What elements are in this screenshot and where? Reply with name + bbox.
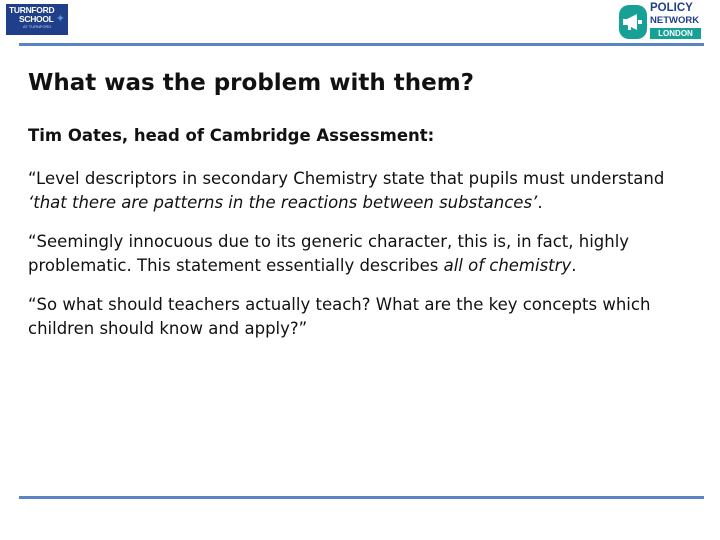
footer-divider: [19, 496, 704, 499]
logo-text-policy: POLICY: [650, 2, 693, 14]
logo-text-london: LONDON: [650, 28, 701, 39]
logo-text-school: SCHOOL: [19, 14, 54, 24]
quote-attribution: Tim Oates, head of Cambridge Assessment:: [28, 126, 435, 145]
quote-paragraph-1-italic: ‘that there are patterns in the reactions between substances’: [28, 193, 538, 212]
policy-network-logo: [619, 2, 706, 42]
megaphone-icon: [619, 5, 647, 39]
slide-content: [28, 66, 700, 341]
slide-title: What was the problem with them?: [28, 70, 475, 96]
turnford-school-logo: [6, 4, 68, 35]
quote-paragraph-1-end: .: [537, 193, 543, 212]
quote-paragraph-2: [28, 230, 700, 278]
logo-text-turnford: TURNFORD: [9, 5, 55, 15]
logo-text-tagline: AT TURNFORD: [23, 24, 52, 29]
quote-paragraph-3: “So what should teachers actually teach? What are the key concepts which children should know and apply?”: [28, 295, 651, 338]
quote-paragraph-2-italic: all of chemistry: [443, 256, 572, 275]
header-divider: [19, 43, 704, 46]
quote-paragraph-1-text: “Level descriptors in secondary Chemistry state that pupils must understand: [28, 169, 665, 188]
quote-paragraph-2-end: .: [571, 256, 577, 275]
star-icon: ✦: [55, 13, 65, 25]
logo-text-network: NETWORK: [650, 15, 700, 26]
quote-paragraph-1: [28, 167, 700, 215]
quote-paragraph-2-text: “Seemingly innocuous due to its generic character, this is, in fact, highly problematic. This statement essentially describes: [28, 232, 630, 275]
